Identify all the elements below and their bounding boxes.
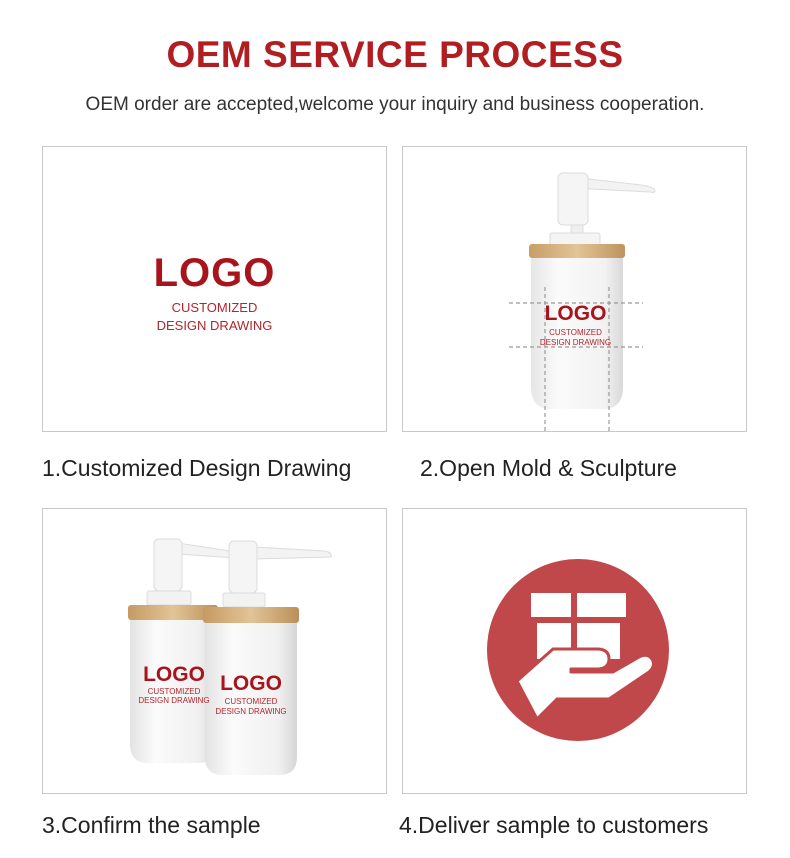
- bottle-mold-illustration: [403, 147, 747, 432]
- logo-text: LOGO: [220, 672, 282, 695]
- step-3-caption: 3.Confirm the sample: [42, 812, 261, 838]
- logo-subtext-line2: DESIGN DRAWING: [539, 338, 612, 347]
- logo-subtext-line1: CUSTOMIZED: [147, 687, 201, 696]
- logo-subtext-line2: DESIGN DRAWING: [138, 696, 210, 705]
- logo-subtext-line1: CUSTOMIZED: [224, 697, 278, 706]
- step-1-caption: 1.Customized Design Drawing: [42, 455, 352, 481]
- logo-text: LOGO: [143, 663, 205, 686]
- logo-subtext-line2: DESIGN DRAWING: [156, 318, 273, 333]
- sample-bottles-illustration: [43, 509, 387, 794]
- step-4-caption: 4.Deliver sample to customers: [399, 812, 709, 838]
- step-4-panel: [402, 508, 747, 794]
- logo-text: LOGO: [544, 302, 607, 325]
- step-2-panel: [402, 146, 747, 432]
- front-bottle: [203, 541, 331, 775]
- logo-subtext-line1: CUSTOMIZED: [171, 300, 258, 315]
- step-3-panel: [42, 508, 387, 794]
- logo-subtext-line1: CUSTOMIZED: [549, 328, 602, 337]
- page-title: OEM SERVICE PROCESS: [166, 34, 624, 75]
- step-1-panel: [42, 146, 387, 432]
- logo-subtext-line2: DESIGN DRAWING: [215, 707, 287, 716]
- gift-in-hand-icon: [403, 509, 747, 794]
- step-2-caption: 2.Open Mold & Sculpture: [420, 455, 677, 481]
- page-subtitle: OEM order are accepted,welcome your inquiry and business cooperation.: [85, 94, 705, 115]
- logo-text: LOGO: [153, 251, 276, 295]
